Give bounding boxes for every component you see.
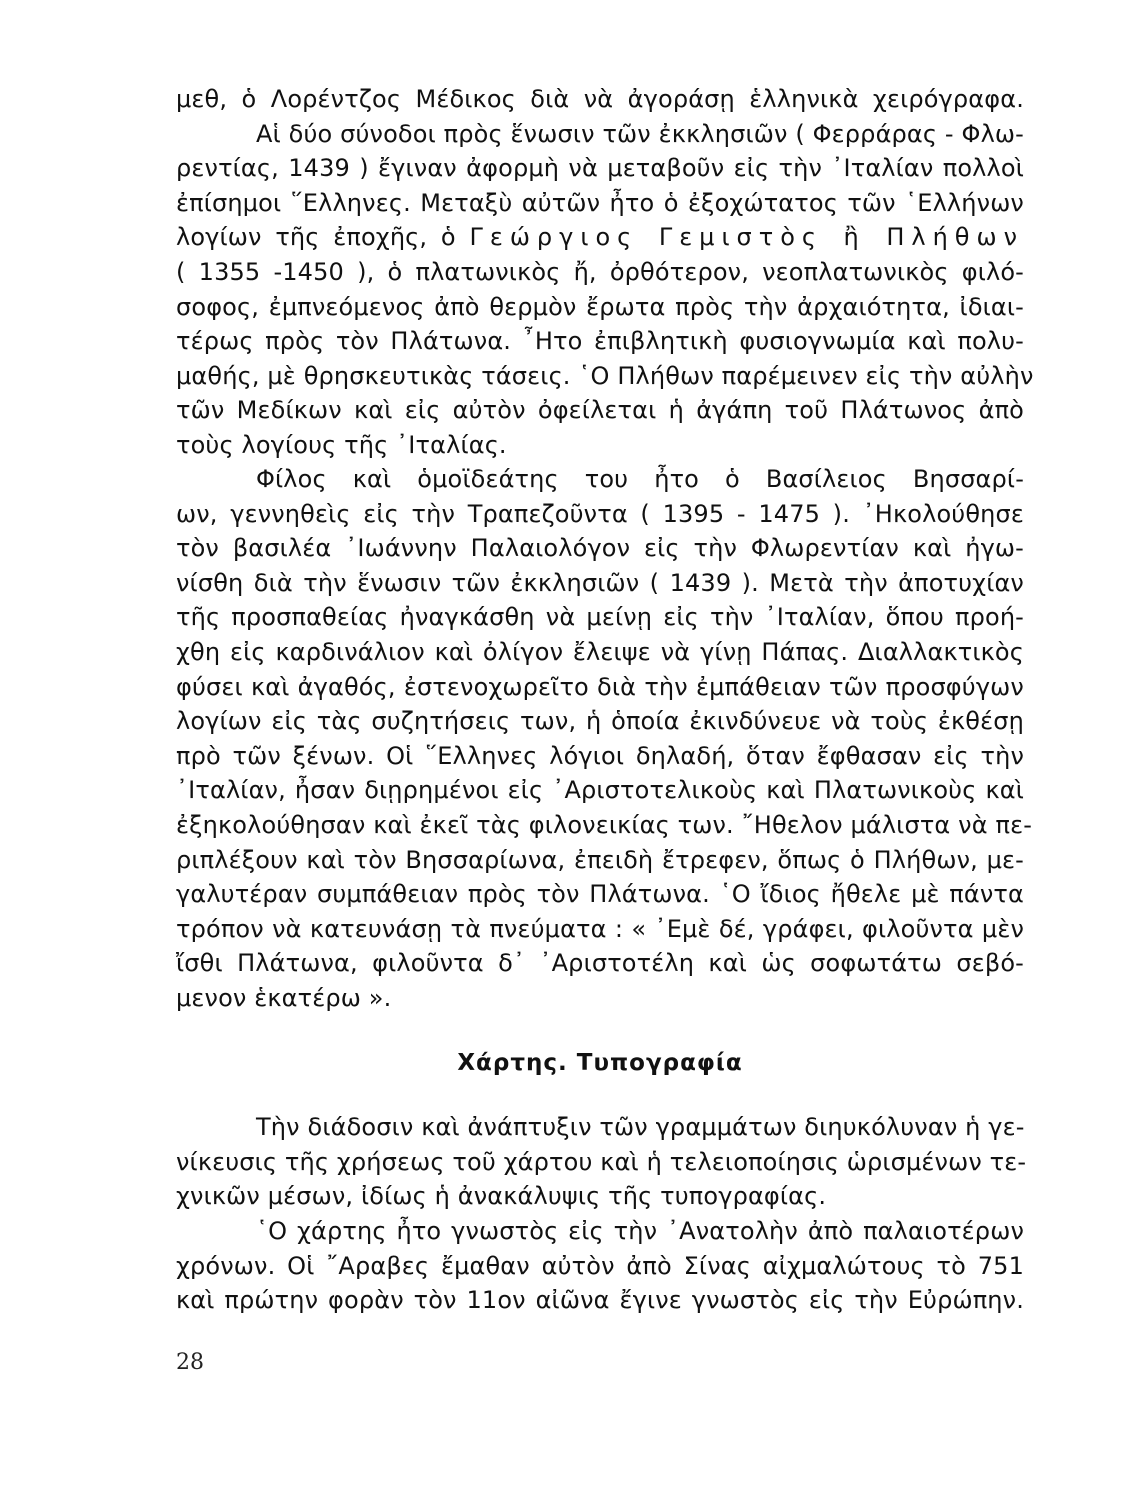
paragraph-paper (176, 1214, 1024, 1318)
text-line: πρὸ τῶν ξένων. Οἱ ῞Ελληνες λόγιοι δηλαδή, ὅταν ἔφθασαν εἰς τὴν (176, 741, 1024, 770)
text-line: νίκευσις τῆς χρήσεως τοῦ χάρτου καὶ ἡ τελειοποίησις ὡρισμένων τε- (176, 1147, 1027, 1176)
text-line: χρόνων. Οἱ ῎Αραβες ἔμαθαν αὐτὸν ἀπὸ Σίνας αἰχμαλώτους τὸ 751 (176, 1251, 1024, 1280)
text-line: ῾Ο χάρτης ἦτο γνωστὸς εἰς τὴν ᾿Ανατολὴν ἀπὸ παλαιοτέρων (256, 1217, 1024, 1245)
text-line: τῆς προσπαθείας ἠναγκάσθη νὰ μείνῃ εἰς τὴν ᾿Ιταλίαν, ὅπου προή- (176, 603, 1024, 632)
text-line: λογίων εἰς τὰς συζητήσεις των, ἡ ὁποία ἐκινδύνευε νὰ τοὺς ἐκθέσῃ (176, 707, 1024, 736)
text-line: Αἱ δύο σύνοδοι πρὸς ἕνωσιν τῶν ἐκκλησιῶν ( Φερράρας - Φλω- (256, 119, 1024, 148)
text-line: ρεντίας, 1439 ) ἔγιναν ἀφορμὴ νὰ μεταβοῦν εἰς τὴν ᾿Ιταλίαν πολλοὶ (176, 154, 1024, 183)
text-line: τρόπον νὰ κατευνάσῃ τὰ πνεύματα : « ᾿Εμὲ δέ, γράφει, φιλοῦντα μὲν (176, 914, 1024, 943)
text-line: ᾿Ιταλίαν, ἦσαν διῃρημένοι εἰς ᾿Αριστοτελικοὺς καὶ Πλατωνικοὺς καὶ (176, 776, 1024, 805)
text-line: ἐπίσημοι ῞Ελληνες. Μεταξὺ αὐτῶν ἦτο ὁ ἐξοχώτατος τῶν ῾Ελλήνων (176, 188, 1024, 217)
section-heading: Χάρτης. Τυπογραφία (457, 1050, 743, 1076)
text-line: τῶν Μεδίκων καὶ εἰς αὐτὸν ὀφείλεται ἡ ἀγάπη τοῦ Πλάτωνος ἀπὸ (176, 396, 1024, 425)
text-line: καὶ πρώτην φορὰν τὸν 11ον αἰῶνα ἔγινε γνωστὸς εἰς τὴν Εὐρώπην. (176, 1286, 1024, 1315)
text-line: ἴσθι Πλάτωνα, φιλοῦντα δ᾿ ᾿Αριστοτέλη καὶ ὡς σοφωτάτω σεβό- (176, 949, 1024, 978)
text-line: Τὴν διάδοσιν καὶ ἀνάπτυξιν τῶν γραμμάτων διηυκόλυναν ἡ γε- (256, 1113, 1025, 1141)
text-line: μεθ, ὁ Λορέντζος Μέδικος διὰ νὰ ἀγοράσῃ ἑλληνικὰ χειρόγραφα. (176, 85, 1024, 113)
spaced-name: Γεώργιος Γεμιστὸς ἢ Πλήθων (469, 223, 1024, 252)
text-line: ριπλέξουν καὶ τὸν Βησσαρίωνα, ἐπειδὴ ἔτρεφεν, ὅπως ὁ Πλήθων, με- (176, 845, 1024, 874)
text-line: ( 1355 -1450 ), ὁ πλατωνικὸς ἤ, ὀρθότερον, νεοπλατωνικὸς φιλό- (176, 257, 1024, 286)
text-line: γαλυτέραν συμπάθειαν πρὸς τὸν Πλάτωνα. ῾Ο ἴδιος ἤθελε μὲ πάντα (176, 880, 1024, 909)
text-line: ων, γεννηθεὶς εἰς τὴν Τραπεζοῦντα ( 1395 - 1475 ). ᾿Ηκολούθησε (176, 499, 1024, 528)
text-line: Φίλος καὶ ὁμοϊδεάτης του ἦτο ὁ Βασίλειος Βησσαρί- (256, 465, 1024, 493)
text-line: τὸν βασιλέα ᾿Ιωάννην Παλαιολόγον εἰς τὴν Φλωρεντίαν καὶ ἠγω- (176, 534, 1024, 563)
text-line: χθη εἰς καρδινάλιον καὶ ὀλίγον ἔλειψε νὰ γίνῃ Πάπας. Διαλλακτικὸς (176, 637, 1024, 666)
text-line: ἐξηκολούθησαν καὶ ἐκεῖ τὰς φιλονεικίας των. ῎Ηθελον μάλιστα νὰ πε- (176, 810, 1033, 839)
text-line: νίσθη διὰ τὴν ἕνωσιν τῶν ἐκκλησιῶν ( 1439 ). Μετὰ τὴν ἀποτυχίαν (176, 568, 1024, 597)
text-line: χνικῶν μέσων, ἰδίως ἡ ἀνακάλυψις τῆς τυπογραφίας. (176, 1182, 827, 1211)
text-line: μενον ἑκατέρω ». (176, 983, 392, 1012)
paragraph-diffusion (176, 1110, 1027, 1214)
text-line: τοὺς λογίους τῆς ᾿Ιταλίας. (176, 430, 507, 459)
text-line: μαθής, μὲ θρησκευτικὰς τάσεις. ῾Ο Πλήθων παρέμεινεν εἰς τὴν αὐλὴν (176, 361, 1034, 390)
text-line: σοφος, ἐμπνεόμενος ἀπὸ θερμὸν ἔρωτα πρὸς τὴν ἀρχαιότητα, ἰδιαι- (176, 292, 1024, 321)
text-line: φύσει καὶ ἀγαθός, ἐστενοχωρεῖτο διὰ τὴν ἐμπάθειαν τῶν προσφύγων (176, 672, 1024, 701)
paragraph-bessarion (176, 462, 1033, 1016)
text-line: λογίων τῆς ἐποχῆς, ὁ Γεώργιος Γεμιστὸς ἢ Πλήθων (176, 223, 1024, 252)
text-line: τέρως πρὸς τὸν Πλάτωνα. ῏Ητο ἐπιβλητικὴ φυσιογνωμία καὶ πολυ- (176, 327, 1024, 356)
paragraph-plethon (176, 82, 1034, 463)
page-number: 28 (176, 1350, 204, 1375)
